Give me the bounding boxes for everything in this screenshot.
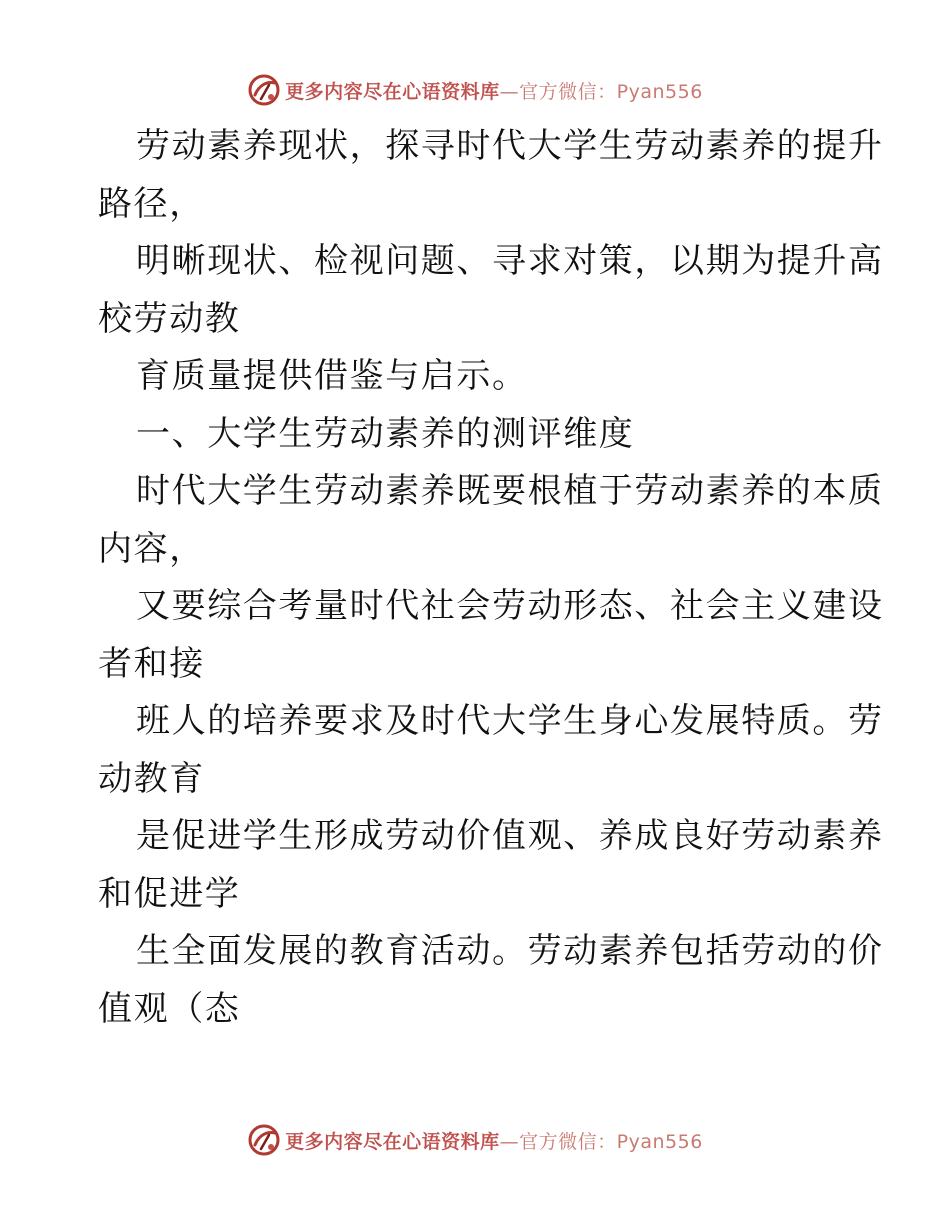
logo-icon	[247, 73, 281, 107]
text-line: 内容，	[98, 528, 205, 569]
text-line: 值观（态	[98, 988, 241, 1029]
text-line: 生全面发展的教育活动。劳动素养包括劳动的价	[136, 931, 884, 971]
text-line: 路径，	[98, 183, 205, 224]
watermark-text	[285, 1127, 703, 1154]
watermark-dash: —	[499, 1130, 520, 1153]
text-line: 者和接	[98, 643, 205, 684]
text-line: 动教育	[98, 758, 205, 799]
watermark-site: 更多内容尽在心语资料库	[285, 1130, 500, 1153]
text-line: 劳动素养现状，探寻时代大学生劳动素养的提升	[136, 126, 884, 166]
section-heading: 一、大学生劳动素养的测评维度	[136, 413, 635, 454]
watermark-text	[285, 77, 703, 104]
text-line: 校劳动教	[98, 298, 241, 339]
watermark-wechat: 官方微信：Pyan556	[519, 1130, 703, 1153]
document-body	[98, 118, 884, 1038]
text-line: 是促进学生形成劳动价值观、养成良好劳动素养	[136, 816, 884, 856]
text-line: 时代大学生劳动素养既要根植于劳动素养的本质	[136, 471, 884, 511]
logo-icon	[247, 1123, 281, 1157]
watermark-dash: —	[499, 80, 520, 103]
text-line: 和促进学	[98, 873, 241, 914]
text-line: 明晰现状、检视问题、寻求对策，以期为提升高	[136, 241, 884, 281]
watermark-wechat: 官方微信：Pyan556	[519, 80, 703, 103]
footer-watermark	[0, 1120, 950, 1160]
text-line: 育质量提供借鉴与启示。	[136, 356, 528, 396]
text-line: 又要综合考量时代社会劳动形态、社会主义建设	[136, 586, 884, 626]
header-watermark	[0, 70, 950, 110]
watermark-site: 更多内容尽在心语资料库	[285, 80, 500, 103]
text-line: 班人的培养要求及时代大学生身心发展特质。劳	[136, 701, 884, 741]
